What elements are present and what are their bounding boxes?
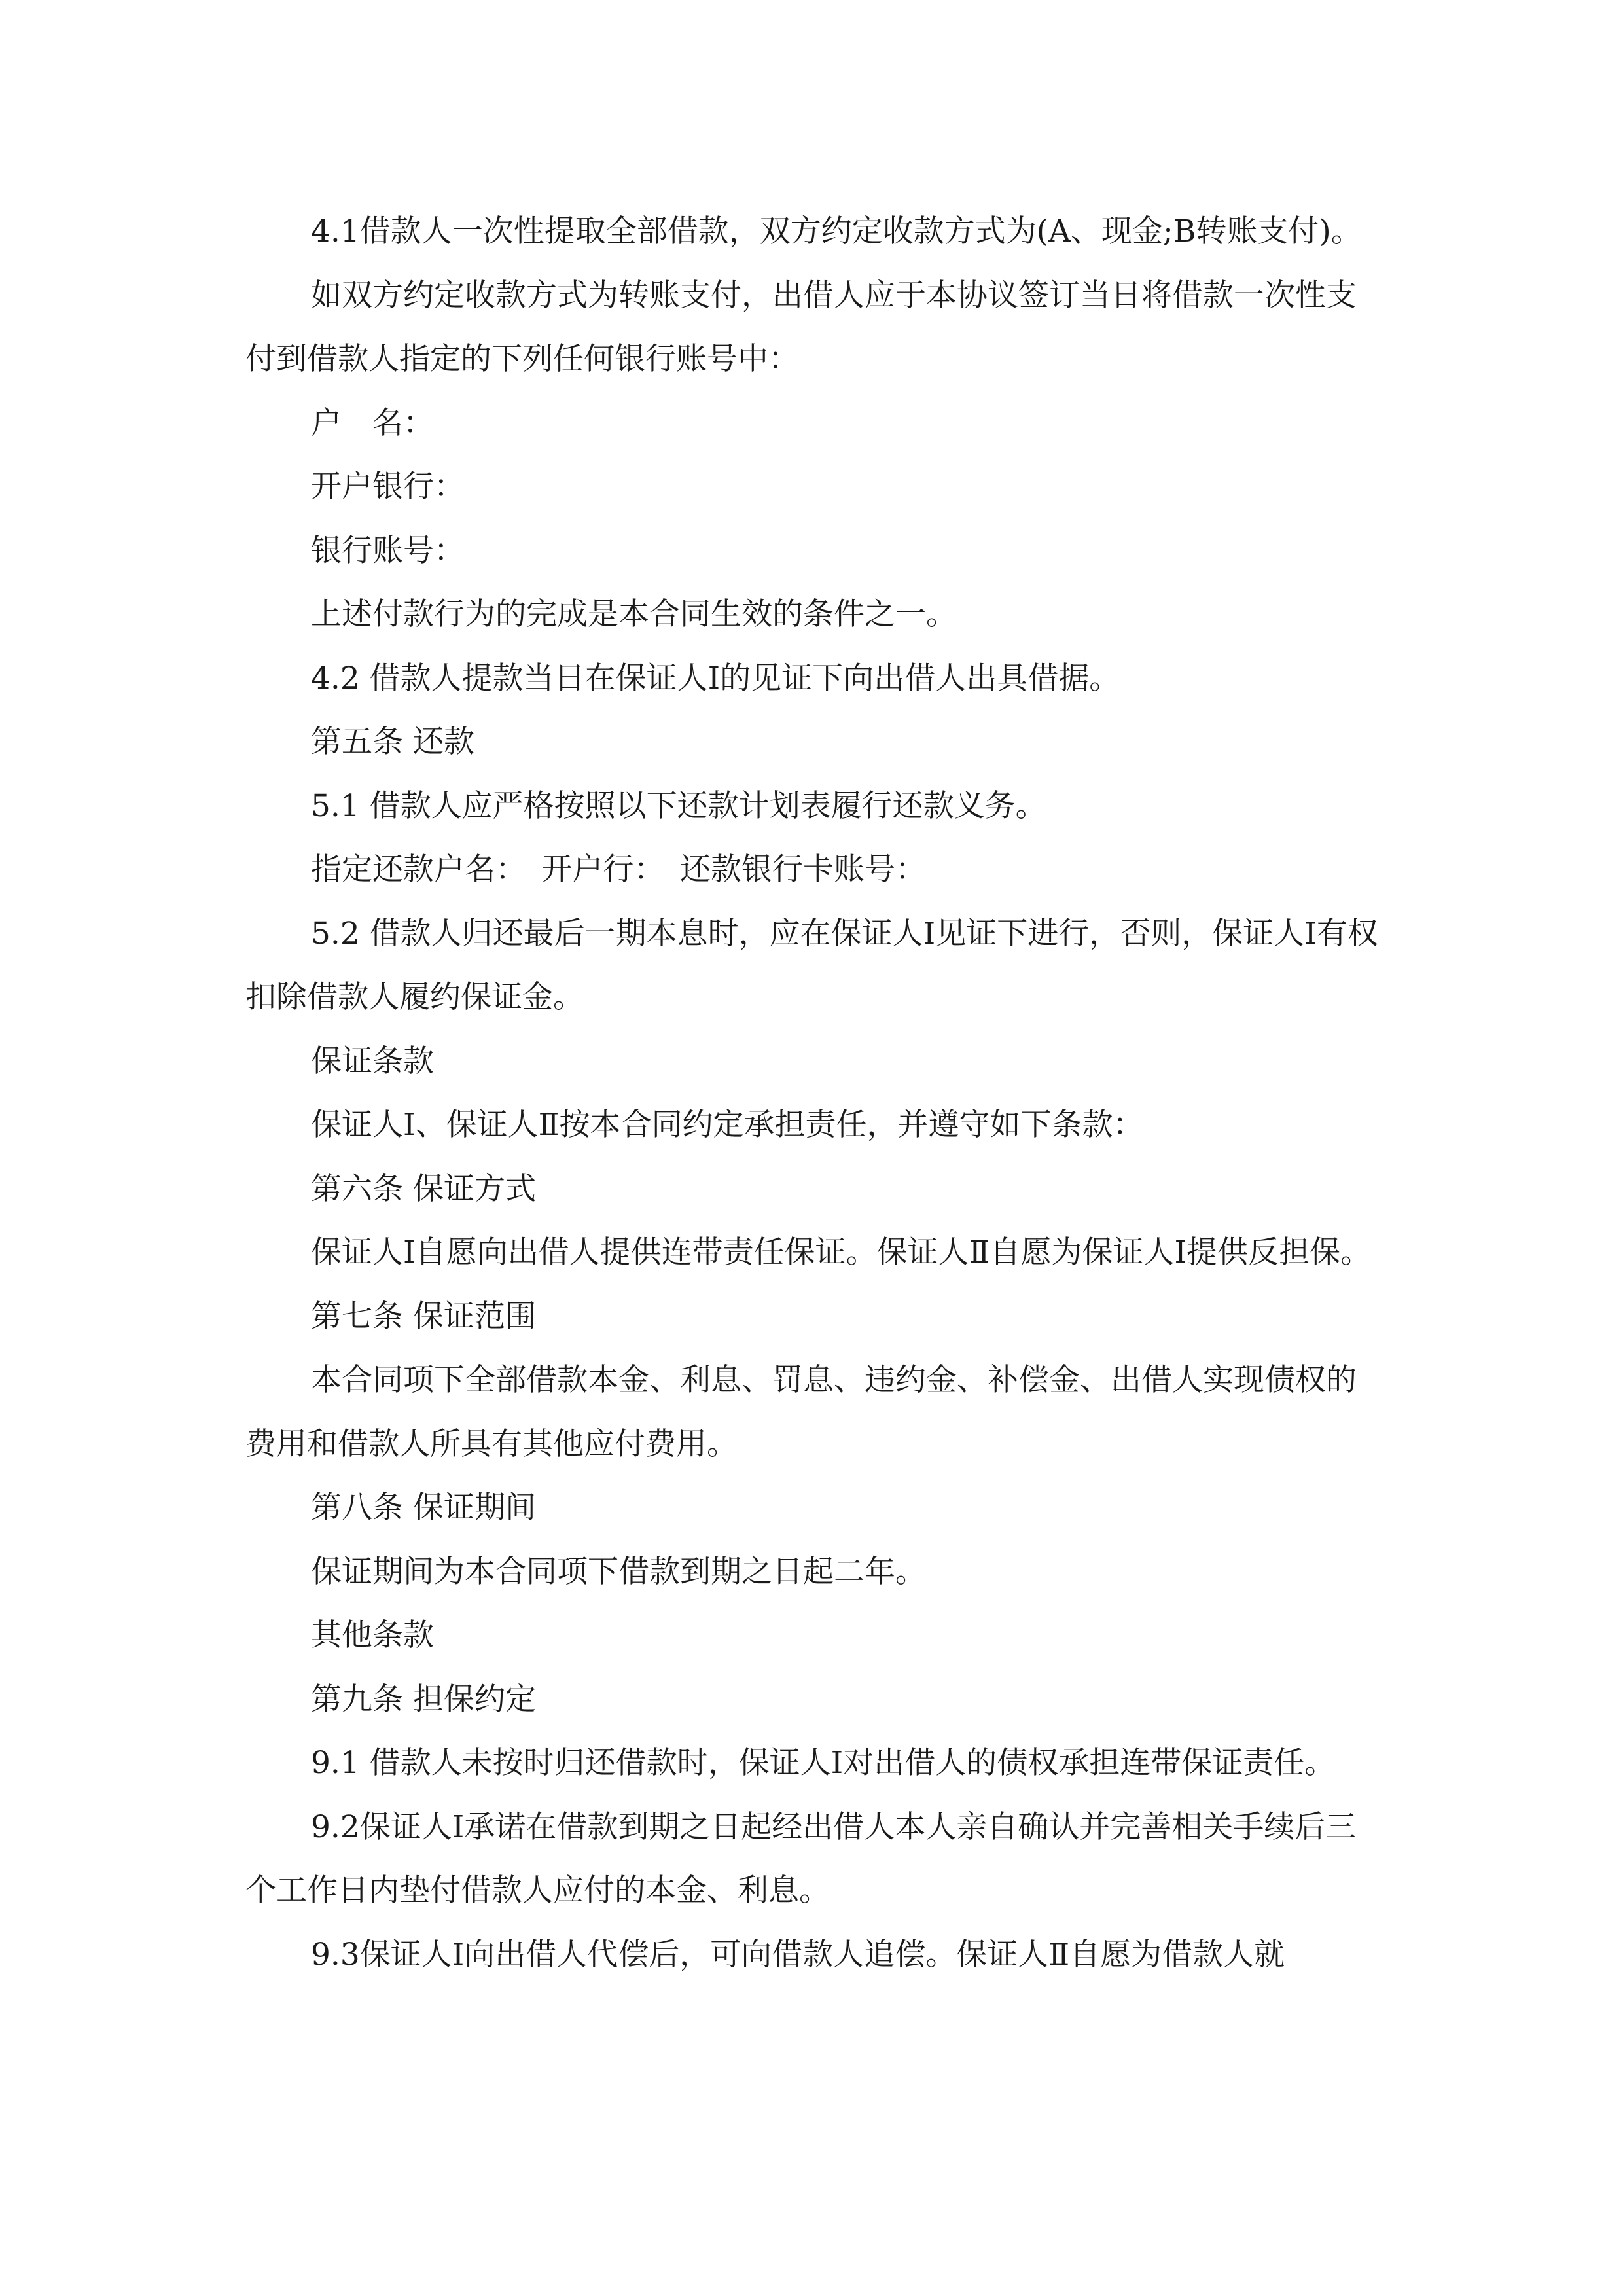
paragraph-effect-condition: 上述付款行为的完成是本合同生效的条件之一。 — [311, 596, 957, 632]
paragraph-5-1: 5.1 借款人应严格按照以下还款计划表履行还款义务。 — [311, 787, 1046, 824]
paragraph-4-2: 4.2 借款人提款当日在保证人Ⅰ的见证下向出借人出具借据。 — [311, 660, 1120, 696]
paragraph-9-2: 9.2保证人Ⅰ承诺在借款到期之日起经出借人本人亲自确认并完善相关手续后三个工作日内垫付借款人应付的本金、利息。 — [245, 1808, 1357, 1909]
heading-other-terms: 其他条款 — [311, 1617, 434, 1653]
heading-article-9: 第九条 担保约定 — [311, 1681, 536, 1717]
paragraph-9-3: 9.3保证人Ⅰ向出借人代偿后，可向借款人追偿。保证人Ⅱ自愿为借款人就 — [311, 1936, 1285, 1973]
field-bank-account: 银行账号： — [311, 532, 465, 569]
paragraph-guarantee-period: 保证期间为本合同项下借款到期之日起二年。 — [311, 1553, 926, 1590]
heading-article-6: 第六条 保证方式 — [311, 1170, 536, 1207]
document-body — [245, 200, 1381, 1986]
paragraph-guarantor-duty: 保证人Ⅰ、保证人Ⅱ按本合同约定承担责任，并遵守如下条款： — [311, 1107, 1144, 1143]
field-repayment-account: 指定还款户名： 开户行： 还款银行卡账号： — [311, 852, 926, 888]
paragraph-9-1: 9.1 借款人未按时归还借款时，保证人Ⅰ对出借人的债权承担连带保证责任。 — [311, 1745, 1336, 1781]
paragraph-transfer-payment: 如双方约定收款方式为转账支付，出借人应于本协议签订当日将借款一次性支付到借款人指定的下列任何银行账号中： — [245, 277, 1357, 377]
paragraph-guarantee-scope: 本合同项下全部借款本金、利息、罚息、违约金、补偿金、出借人实现债权的费用和借款人所具有其他应付费用。 — [245, 1362, 1357, 1462]
heading-guarantee-terms: 保证条款 — [311, 1043, 434, 1079]
field-opening-bank: 开户银行： — [311, 469, 465, 505]
paragraph-guarantee-method: 保证人Ⅰ自愿向出借人提供连带责任保证。保证人Ⅱ自愿为保证人Ⅰ提供反担保。 — [311, 1234, 1372, 1270]
paragraph-4-1: 4.1借款人一次性提取全部借款，双方约定收款方式为(A、现金;B转账支付)。 — [311, 213, 1362, 249]
paragraph-5-2: 5.2 借款人归还最后一期本息时，应在保证人Ⅰ见证下进行，否则，保证人Ⅰ有权扣除借款人履约保证金。 — [245, 915, 1378, 1015]
field-account-name: 户 名： — [311, 404, 434, 441]
heading-article-7: 第七条 保证范围 — [311, 1298, 536, 1335]
heading-article-8: 第八条 保证期间 — [311, 1490, 536, 1526]
heading-article-5: 第五条 还款 — [311, 724, 474, 760]
